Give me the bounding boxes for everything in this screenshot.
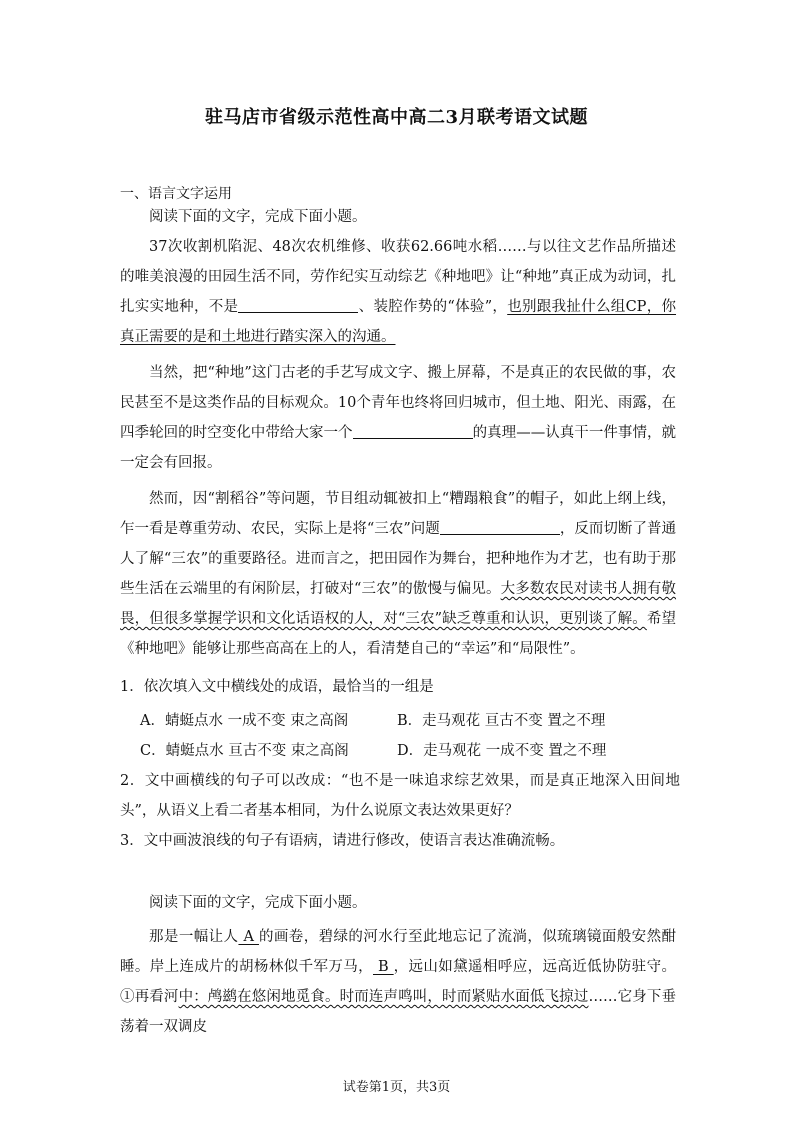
answer-blank-3[interactable] bbox=[440, 519, 560, 535]
paragraph-text: 的画卷，碧绿的河水行至此地忘记了流淌，似琉璃镜面般安然酣睡。岸上连成片的胡杨林似千军万马， bbox=[120, 929, 676, 975]
passage-paragraph-1 bbox=[120, 232, 676, 352]
paragraph-text: ，反而切断了普通人了解“三农”的重要路径。进而言之，把田园作为舞台，把种地作为才艺，也有助于那些生活在云端里的有闲阶层，打破对“三农”的傲慢与偏见。 bbox=[120, 521, 677, 597]
page-footer: 试卷第1页，共3页 bbox=[342, 1080, 451, 1095]
paragraph-text: 那是一幅让人 bbox=[149, 929, 239, 945]
exam-title: 驻马店市省级示范性高中高二3月联考语文试题 bbox=[204, 107, 589, 128]
paragraph-text: 当然，把“种地”这门古老的手艺写成文字、搬上屏幕，不是真正的农民做的事，农民甚至不是这类作品的目标观众。10个青年也终将回归城市，但土地、阳光、雨露，在四季轮回的时空变化中带给大家一个 bbox=[120, 365, 676, 441]
paragraph-text: 希望《种地吧》能够让那些高高在上的人，看清楚自己的“幸运”和“局限性”。 bbox=[120, 611, 676, 657]
blank-a[interactable]: A bbox=[238, 929, 259, 945]
reading-instruction-1: 阅读下面的文字，完成下面小题。 bbox=[149, 209, 367, 225]
paragraph-text: ，远山如黛遥相呼应，远高近低协防驻守。①再看河 bbox=[120, 959, 677, 1005]
passage-paragraph-3 bbox=[120, 484, 676, 664]
passage-paragraph-2 bbox=[120, 358, 676, 478]
section-heading: 一、语言文字运用 bbox=[120, 186, 232, 202]
paragraph-text: 、装腔作势的“体验”， bbox=[358, 299, 508, 315]
wavy-underlined-sentence: 大多数农民对读书人拥有敬畏，但很多掌握学识和文化话语权的人，对“三农”缺乏尊重和认识，更别谈了解。 bbox=[120, 581, 677, 627]
question-3: 3．文中画波浪线的句子有语病，请进行修改，使语言表达准确流畅。 bbox=[120, 833, 565, 849]
underlined-sentence: 也别跟我扯什么组CP，你真正需要的是和土地进行踏实深入的沟通。 bbox=[120, 299, 677, 345]
blank-b[interactable]: B bbox=[373, 959, 394, 975]
paragraph-text: ……它身下垂荡着一双调皮 bbox=[120, 989, 677, 1035]
option-a[interactable]: A．蜻蜓点水 一成不变 束之高阁 bbox=[140, 713, 349, 729]
question-2: 2．文中画横线的句子可以改成：“也不是一味追求综艺效果，而是真正地深入田间地头”，从语义上看二者基本相同，为什么说原文表达效果更好？ bbox=[120, 773, 680, 819]
answer-blank-1[interactable] bbox=[238, 297, 358, 313]
question-1: 1．依次填入文中横线处的成语，最恰当的一组是 bbox=[120, 679, 434, 695]
option-b[interactable]: B．走马观花 亘古不变 置之不理 bbox=[397, 713, 606, 729]
answer-blank-2[interactable] bbox=[353, 423, 473, 439]
wavy-underlined-sentence-2: 中：鸬鹚在悠闲地觅食。时而连声鸣叫，时而紧贴水面低飞掠过 bbox=[178, 989, 589, 1005]
paragraph-text: 的真理——认真干一件事情，就一定会有回报。 bbox=[120, 425, 677, 471]
paragraph-text: 37次收割机陷泥、48次农机维修、收获62.66吨水稻……与以往文艺作品所描述的唯美浪漫的田园生活不同，劳作纪实互动综艺《种地吧》让“种地”真正成为动词，扎扎实实地种，不是 bbox=[120, 239, 676, 315]
reading-instruction-2: 阅读下面的文字，完成下面小题。 bbox=[149, 895, 367, 911]
passage-paragraph-4 bbox=[120, 922, 676, 1042]
option-d[interactable]: D．走马观花 一成不变 置之不理 bbox=[397, 743, 607, 759]
paragraph-text: 然而，因“割稻谷”等问题，节目组动辄被扣上“糟蹋粮食”的帽子，如此上纲上线，乍一看是尊重劳动、农民，实际上是将“三农”问题 bbox=[120, 491, 676, 537]
option-c[interactable]: C．蜻蜓点水 亘古不变 束之高阁 bbox=[140, 743, 349, 759]
